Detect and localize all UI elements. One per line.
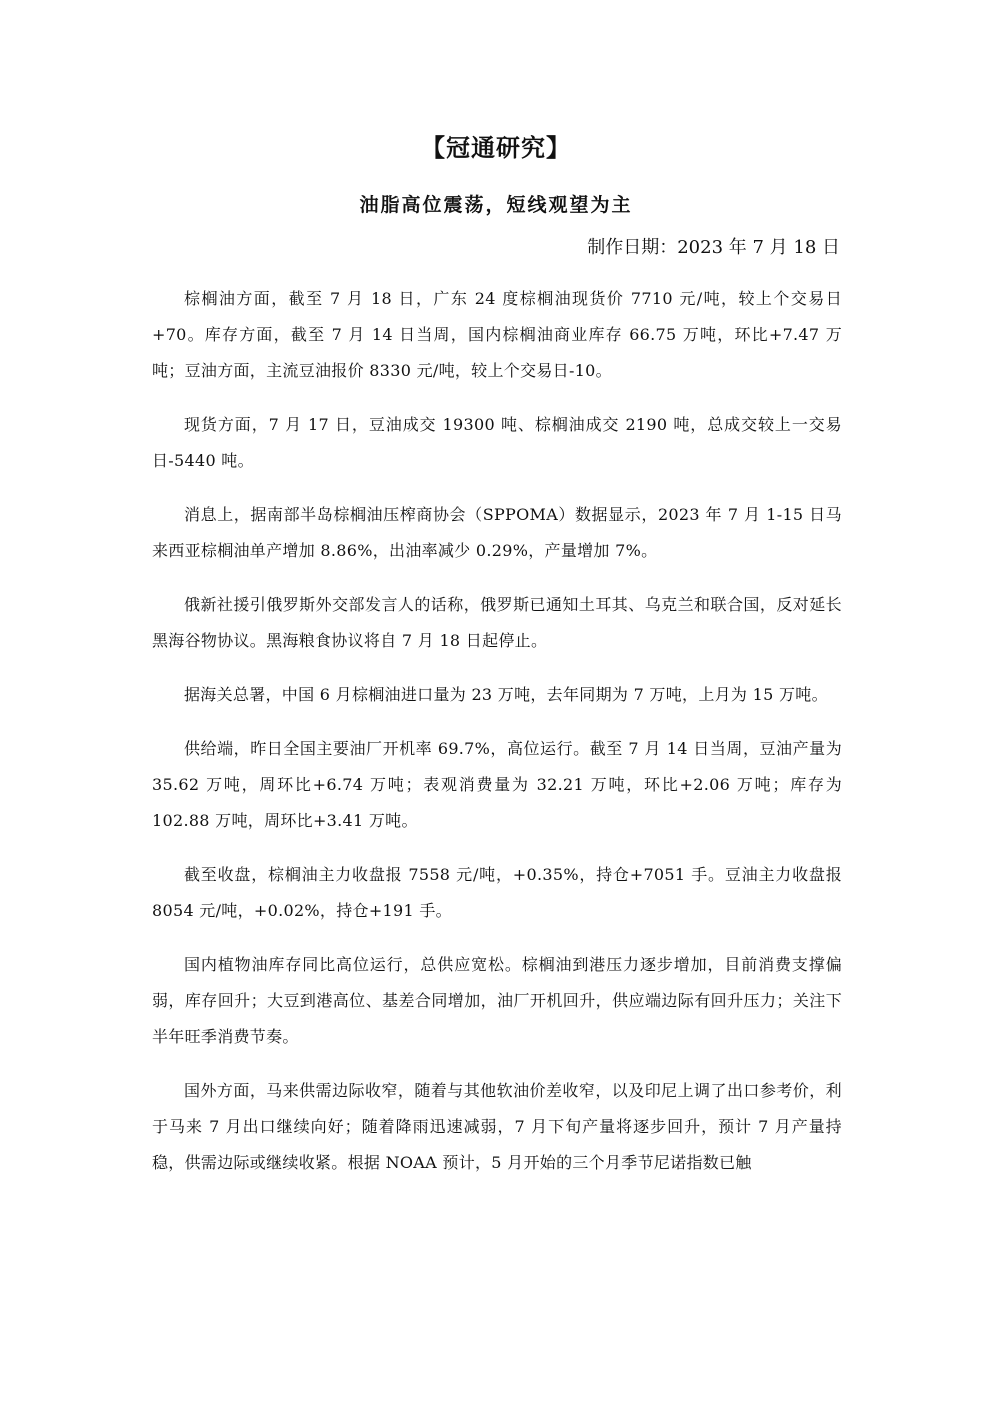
paragraph-sppoma-data: 消息上，据南部半岛棕榈油压榨商协会（SPPOMA）数据显示，2023 年 7 月 1-15 日马来西亚棕榈油单产增加 8.86%，出油率减少 0.29%，产量增加 7%。 [152, 505, 842, 560]
paragraph-overseas-outlook: 国外方面，马来供需边际收窄，随着与其他软油价差收窄，以及印尼上调了出口参考价，利于马来 7 月出口继续向好；随着降雨迅速减弱，7 月下旬产量将逐步回升，预计 7 月产量持稳，供需边际或继续收紧。根据 NOAA 预计，5 月开始的三个月季节尼诺指数已触 [152, 1081, 842, 1172]
paragraph-palm-oil-spot: 棕榈油方面，截至 7 月 18 日，广东 24 度棕榈油现货价 7710 元/吨，较上个交易日+70。库存方面，截至 7 月 14 日当周，国内棕榈油商业库存 66.75 万吨，环比+7.47 万吨；豆油方面，主流豆油报价 8330 元/吨，较上个交易日-10。 [152, 289, 842, 380]
paragraph-supply-side: 供给端，昨日全国主要油厂开机率 69.7%，高位运行。截至 7 月 14 日当周，豆油产量为 35.62 万吨，周环比+6.74 万吨；表观消费量为 32.21 万吨，环比+2.06 万吨；库存为 102.88 万吨，周环比+3.41 万吨。 [152, 739, 842, 830]
brand-heading: 【冠通研究】 [421, 133, 571, 162]
paragraph-black-sea-deal: 俄新社援引俄罗斯外交部发言人的话称，俄罗斯已通知土耳其、乌克兰和联合国，反对延长黑海谷物协议。黑海粮食协议将自 7 月 18 日起停止。 [152, 595, 842, 650]
paragraph-spot-trading: 现货方面，7 月 17 日，豆油成交 19300 吨、棕榈油成交 2190 吨，总成交较上一交易日-5440 吨。 [152, 415, 842, 470]
report-title: 油脂高位震荡，短线观望为主 [359, 194, 633, 216]
paragraph-closing-prices: 截至收盘，棕榈油主力收盘报 7558 元/吨，+0.35%，持仓+7051 手。豆油主力收盘报 8054 元/吨，+0.02%，持仓+191 手。 [152, 865, 842, 920]
paragraph-domestic-outlook: 国内植物油库存同比高位运行，总供应宽松。棕榈油到港压力逐步增加，目前消费支撑偏弱，库存回升；大豆到港高位、基差合同增加，油厂开机回升，供应端边际有回升压力；关注下半年旺季消费节奏。 [152, 955, 842, 1046]
report-date: 制作日期：2023 年 7 月 18 日 [587, 237, 840, 258]
paragraph-customs-imports: 据海关总署，中国 6 月棕榈油进口量为 23 万吨，去年同期为 7 万吨，上月为 15 万吨。 [184, 685, 828, 704]
report-body [152, 281, 842, 1199]
